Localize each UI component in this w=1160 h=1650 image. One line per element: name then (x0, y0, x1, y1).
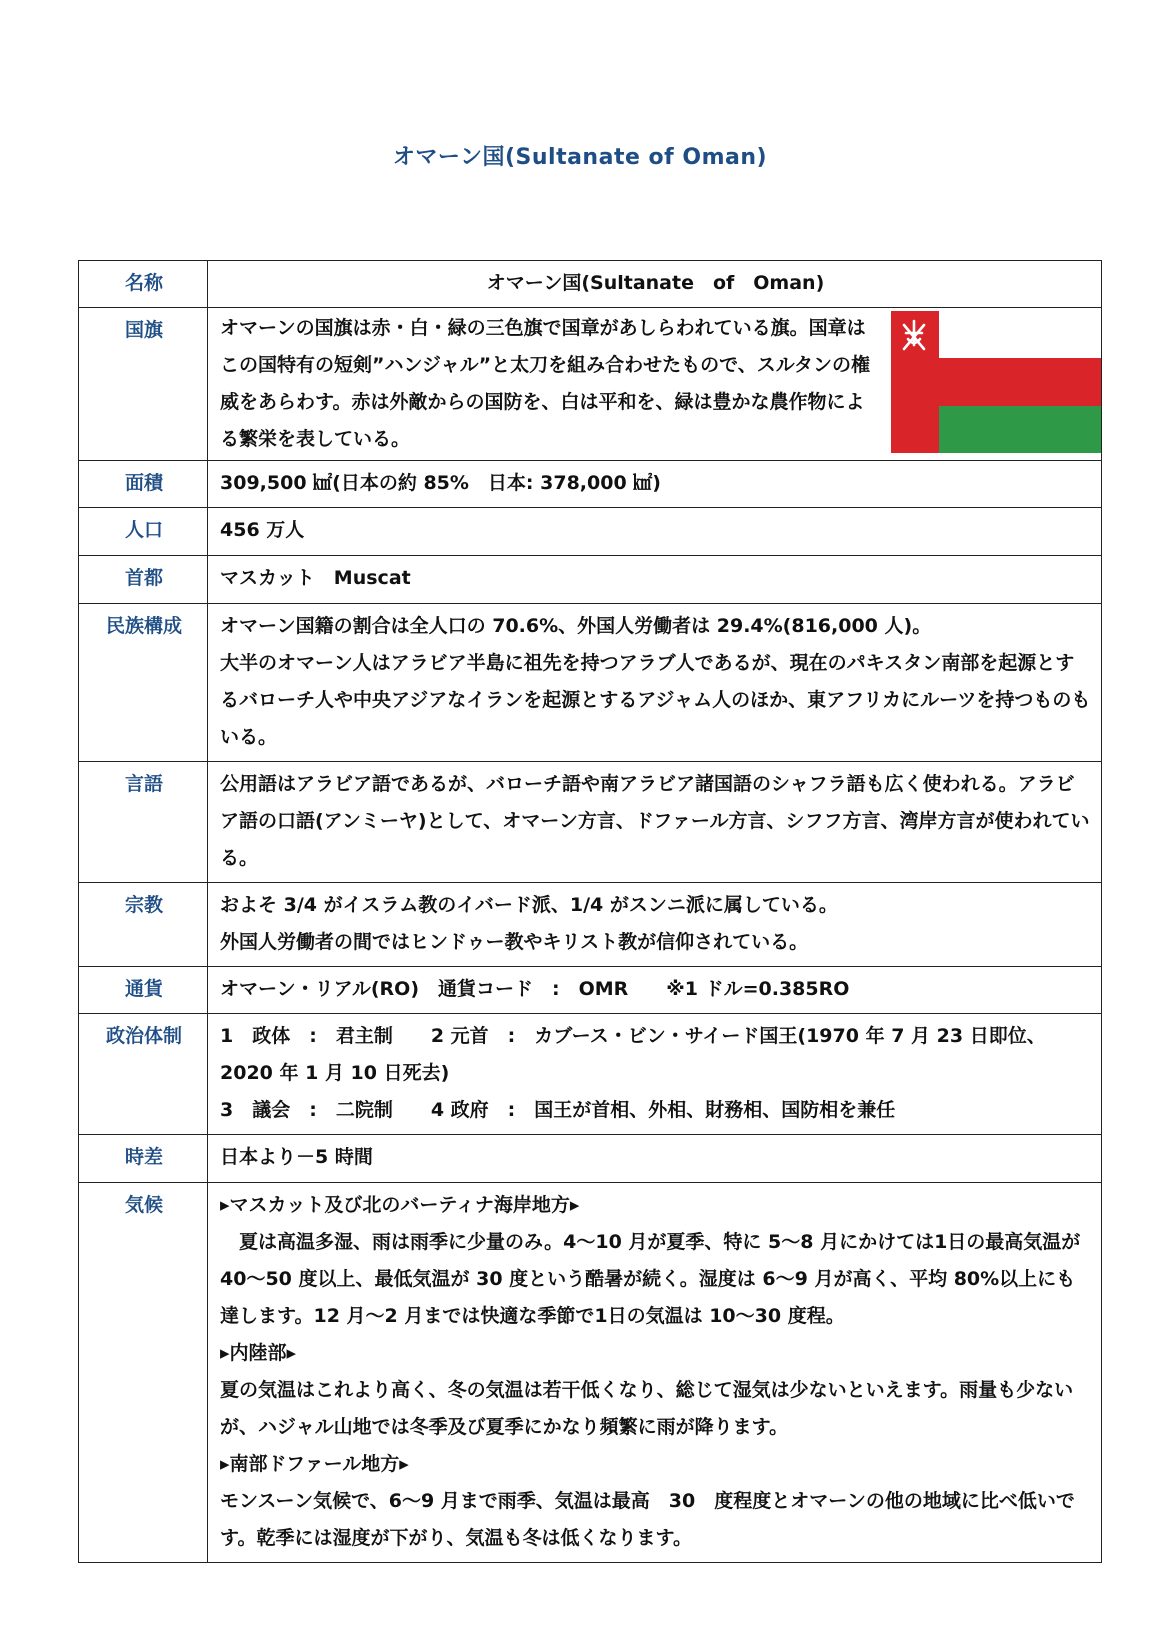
label-ethnic: 民族構成 (79, 604, 208, 762)
row-currency (79, 967, 1102, 1014)
religion-line-1: およそ 3/4 がイスラム教のイバード派、1/4 がスンニ派に属している。 (220, 894, 838, 916)
label-currency: 通貨 (79, 967, 208, 1014)
value-currency: オマーン・リアル(RO) 通貨コード : OMR ※1 ドル=0.385RO (208, 967, 1102, 1014)
oman-flag-image (891, 311, 1101, 453)
country-info-table (78, 260, 1102, 1563)
climate-heading-muscat: ▸マスカット及び北のバーティナ海岸地方▸ (220, 1194, 580, 1216)
row-language (79, 762, 1102, 883)
page-title: オマーン国(Sultanate of Oman) (392, 145, 768, 170)
row-flag (79, 308, 1102, 461)
climate-body-muscat: 夏は高温多湿、雨は雨季に少量のみ。4～10 月が夏季、特に 5～8 月にかけては1日の最高気温が 40～50 度以上、最低気温が 30 度という酷暑が続く。湿度は 6～9 月が高く、平均 80%以上にも達します。12 月～2 月までは快適な季節で1日の気温は 10～30 度程。 (220, 1231, 1081, 1327)
value-politics (208, 1014, 1102, 1135)
row-name (79, 261, 1102, 308)
flag-white-band (939, 311, 1101, 358)
label-climate: 気候 (79, 1183, 208, 1563)
flag-description: オマーンの国旗は赤・白・緑の三色旗で国章があしらわれている旗。国章はこの国特有の短剣”ハンジャル”と太刀を組み合わせたもので、スルタンの権威をあらわす。赤は外敵からの国防を、白は平和を、緑は豊かな農作物による繁栄を表している。 (220, 317, 870, 450)
value-climate (208, 1183, 1102, 1563)
religion-line-2: 外国人労働者の間ではヒンドゥー教やキリスト教が信仰されている。 (220, 931, 809, 953)
label-religion: 宗教 (79, 883, 208, 967)
language-line-1: 公用語はアラビア語であるが、バローチ語や南アラビア諸国語のシャフラ語も広く使われる。アラビア語の口語(アンミーヤ)として、オマーン方言、ドファール方言、シフフ方言、湾岸方言が使われている。 (220, 773, 1090, 869)
climate-heading-inland: ▸内陸部▸ (220, 1342, 297, 1364)
value-population: 456 万人 (208, 508, 1102, 556)
row-climate (79, 1183, 1102, 1563)
value-flag (208, 308, 1102, 461)
value-area: 309,500 ㎢(日本の約 85% 日本: 378,000 ㎢) (208, 461, 1102, 508)
label-timezone: 時差 (79, 1135, 208, 1183)
value-language (208, 762, 1102, 883)
value-ethnic (208, 604, 1102, 762)
label-flag: 国旗 (79, 308, 208, 461)
row-timezone (79, 1135, 1102, 1183)
value-timezone: 日本より－5 時間 (208, 1135, 1102, 1183)
climate-heading-dhofar: ▸南部ドファール地方▸ (220, 1453, 409, 1475)
flag-green-band (939, 406, 1101, 453)
row-ethnic (79, 604, 1102, 762)
climate-body-dhofar: モンスーン気候で、6～9 月まで雨季、気温は最高 30 度程度とオマーンの他の地域に比べ低いです。乾季には湿度が下がり、気温も冬は低くなります。 (220, 1490, 1075, 1549)
politics-line-1: 1 政体 : 君主制 2 元首 : カブース・ビン・サイード国王(1970 年 7 月 23 日即位、2020 年 1 月 10 日死去) (220, 1025, 1046, 1084)
row-politics (79, 1014, 1102, 1135)
label-politics: 政治体制 (79, 1014, 208, 1135)
ethnic-line-1: オマーン国籍の割合は全人口の 70.6%、外国人労働者は 29.4%(816,000 人)。 (220, 615, 932, 637)
value-religion (208, 883, 1102, 967)
row-population (79, 508, 1102, 556)
label-area: 面積 (79, 461, 208, 508)
value-name: オマーン国(Sultanate of Oman) (208, 261, 1102, 308)
label-capital: 首都 (79, 556, 208, 604)
row-area (79, 461, 1102, 508)
label-language: 言語 (79, 762, 208, 883)
climate-body-inland: 夏の気温はこれより高く、冬の気温は若干低くなり、総じて湿気は少ないといえます。雨量も少ないが、ハジャル山地では冬季及び夏季にかなり頻繁に雨が降ります。 (220, 1379, 1074, 1438)
row-capital (79, 556, 1102, 604)
value-capital: マスカット Muscat (208, 556, 1102, 604)
label-name: 名称 (79, 261, 208, 308)
row-religion (79, 883, 1102, 967)
politics-line-2: 3 議会 : 二院制 4 政府 : 国王が首相、外相、財務相、国防相を兼任 (220, 1099, 896, 1121)
ethnic-line-2: 大半のオマーン人はアラビア半島に祖先を持つアラブ人であるが、現在のパキスタン南部を起源とするバローチ人や中央アジアなイランを起源とするアジャム人のほか、東アフリカにルーツを持つものもいる。 (220, 652, 1091, 748)
label-population: 人口 (79, 508, 208, 556)
